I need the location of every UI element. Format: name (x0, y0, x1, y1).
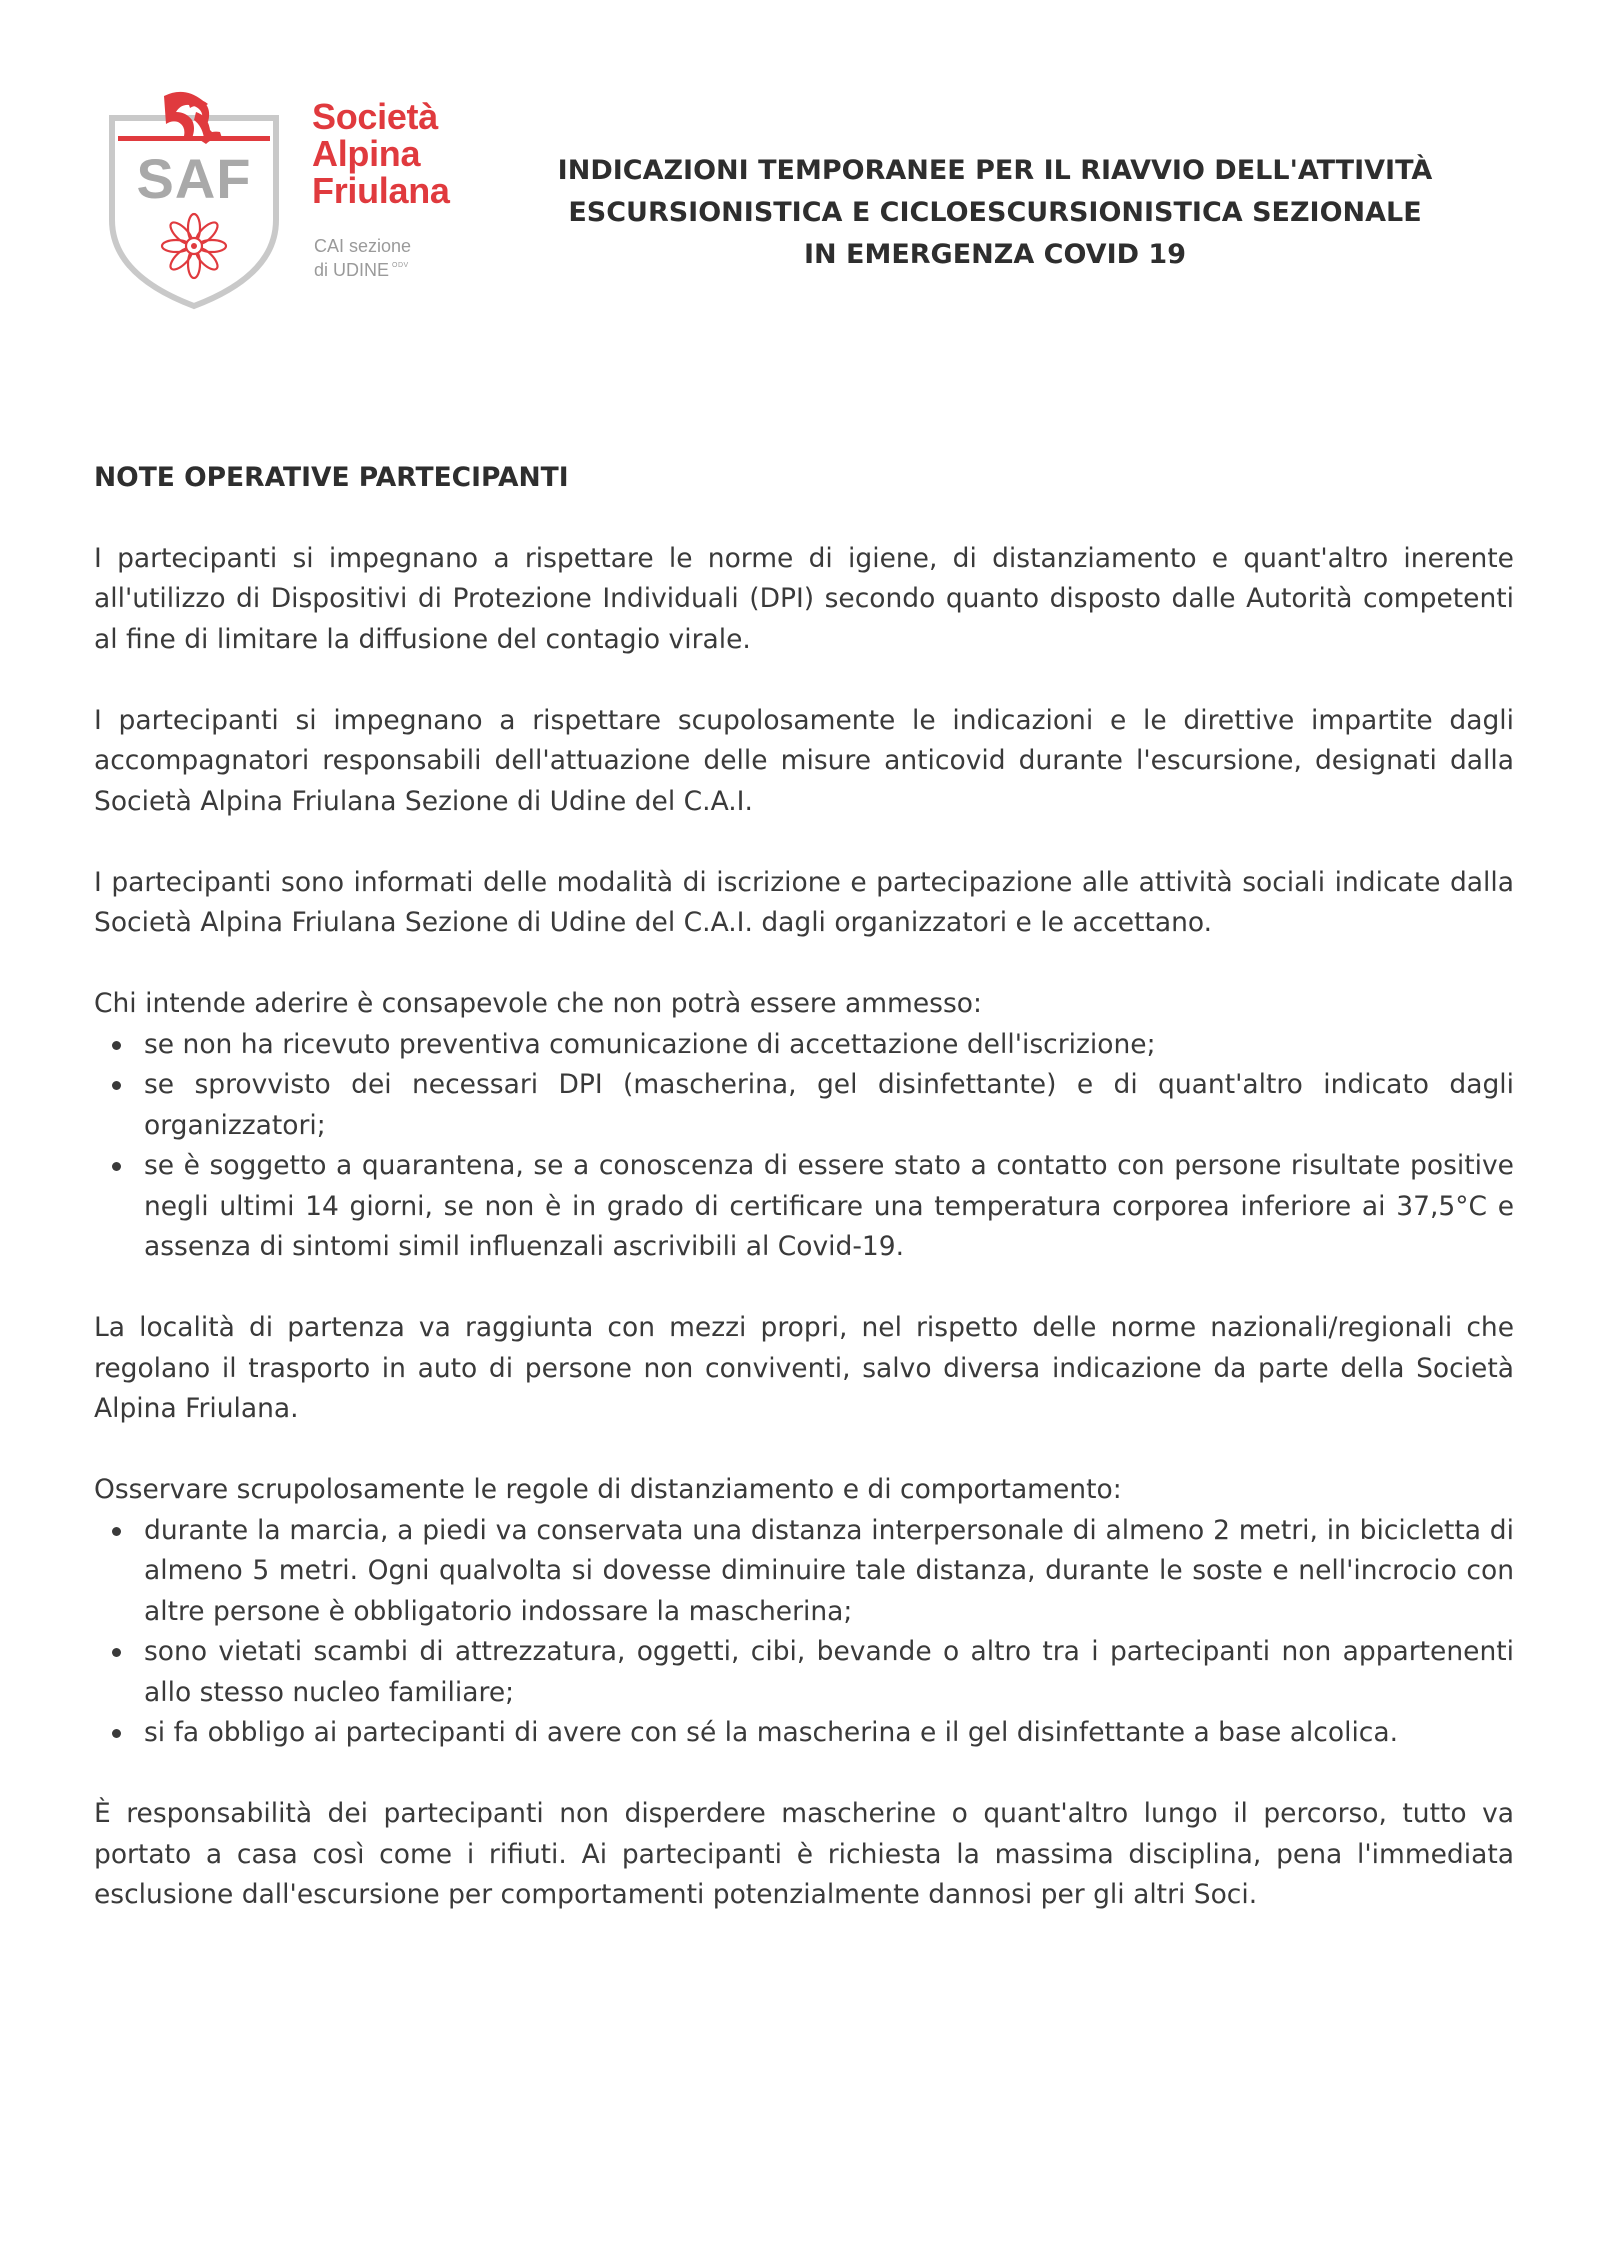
bullet-icon (112, 1729, 121, 1738)
list-item (94, 1632, 1514, 1713)
list-item-text: se sprovvisto dei necessari DPI (mascherina, gel disinfettante) e di quant'altro indicato dagli organizzatori; (144, 1069, 1514, 1141)
paragraph-7: È responsabilità dei partecipanti non disperdere mascherine o quant'altro lungo il percorso, tutto va portato a casa così come i rifiuti. Ai partecipanti è richiesta la massima disciplina, pena l'immediata esclusione dall'escursione per comportamenti potenzialmente dannosi per gli altri Soci. (94, 1798, 1514, 1910)
logo-sub-line2 (314, 256, 411, 280)
section-heading: NOTE OPERATIVE PARTECIPANTI (94, 462, 569, 493)
bullet-icon (112, 1081, 121, 1090)
saf-monogram: SAF (136, 147, 252, 210)
bullet-icon (112, 1162, 121, 1171)
list-item (94, 1065, 1514, 1146)
logo-name-line2: Alpina (312, 133, 421, 174)
list-item (94, 1146, 1514, 1268)
logo-subtitle (314, 236, 411, 280)
bullet-icon (112, 1041, 121, 1050)
rules-intro: Osservare scrupolosamente le regole di distanziamento e di comportamento: (94, 1474, 1122, 1505)
paragraph-2: I partecipanti si impegnano a rispettare scupolosamente le indicazioni e le direttive impartite dagli accompagnatori responsabili dell'attuazione delle misure anticovid durante l'escursione, designati dalla Società Alpina Friulana Sezione di Udine del C.A.I. (94, 704, 1514, 817)
list-item-text: se è soggetto a quarantena, se a conoscenza di essere stato a contatto con persone risultate positive negli ultimi 14 giorni, se non è in grado di certificare una temperatura corporea inferiore ai 37,5°C e assenza di sintomi simil influenzali ascrivibili al Covid-19. (144, 1150, 1514, 1262)
bullet-icon (112, 1648, 121, 1657)
title-line2: ESCURSIONISTICA E CICLOESCURSIONISTICA SEZIONALE (568, 197, 1422, 228)
rules-list (94, 1511, 1514, 1754)
paragraph-3: I partecipanti sono informati delle modalità di iscrizione e partecipazione alle attività sociali indicate dalla Società Alpina Friulana Sezione di Udine del C.A.I. dagli organizzatori e le accettano. (94, 866, 1514, 938)
logo-sub-suffix: ODV (392, 262, 409, 269)
list-item-text: se non ha ricevuto preventiva comunicazione di accettazione dell'iscrizione; (144, 1028, 1156, 1060)
document-body (94, 458, 1514, 1956)
admission-list (94, 1025, 1514, 1268)
list-item (94, 1025, 1514, 1066)
paragraph-1: I partecipanti si impegnano a rispettare le norme di igiene, di distanziamento e quant'altro inerente all'utilizzo di Dispositivi di Protezione Individuali (DPI) secondo quanto disposto dalle Autorità competenti al fine di limitare la diffusione del contagio virale. (94, 542, 1514, 655)
list-item-text: sono vietati scambi di attrezzatura, oggetti, cibi, bevande o altro tra i partecipanti non appartenenti allo stesso nucleo familiare; (144, 1636, 1514, 1708)
document-title (530, 150, 1460, 276)
list-item-text: durante la marcia, a piedi va conservata una distanza interpersonale di almeno 2 metri, in bicicletta di almeno 5 metri. Ogni qualvolta si dovesse diminuire tale distanza, durante le soste e nell'incrocio con altre persone è obbligatorio indossare la mascherina; (144, 1514, 1514, 1627)
logo-sub-line1: CAI sezione (314, 236, 412, 256)
logo-sub-city: di UDINE (314, 260, 390, 280)
list-item-text: si fa obbligo ai partecipanti di avere con sé la mascherina e il gel disinfettante a base alcolica. (144, 1717, 1399, 1748)
list-item (94, 1511, 1514, 1633)
logo-name-line1: Società (312, 96, 438, 137)
bullet-icon (112, 1527, 121, 1536)
logo-name (312, 98, 450, 209)
title-line3: IN EMERGENZA COVID 19 (803, 239, 1187, 270)
list-item (94, 1713, 1514, 1754)
logo-name-line3: Friulana (312, 170, 450, 211)
saf-logo (104, 90, 484, 320)
admission-intro: Chi intende aderire è consapevole che non potrà essere ammesso: (94, 988, 982, 1019)
saf-shield-emblem (104, 90, 284, 310)
title-line1: INDICAZIONI TEMPORANEE PER IL RIAVVIO DELL'ATTIVITÀ (557, 155, 1433, 186)
paragraph-5: La località di partenza va raggiunta con mezzi propri, nel rispetto delle norme nazionali/regionali che regolano il trasporto in auto di persone non conviventi, salvo diversa indicazione da parte della Società Alpina Friulana. (94, 1312, 1514, 1424)
